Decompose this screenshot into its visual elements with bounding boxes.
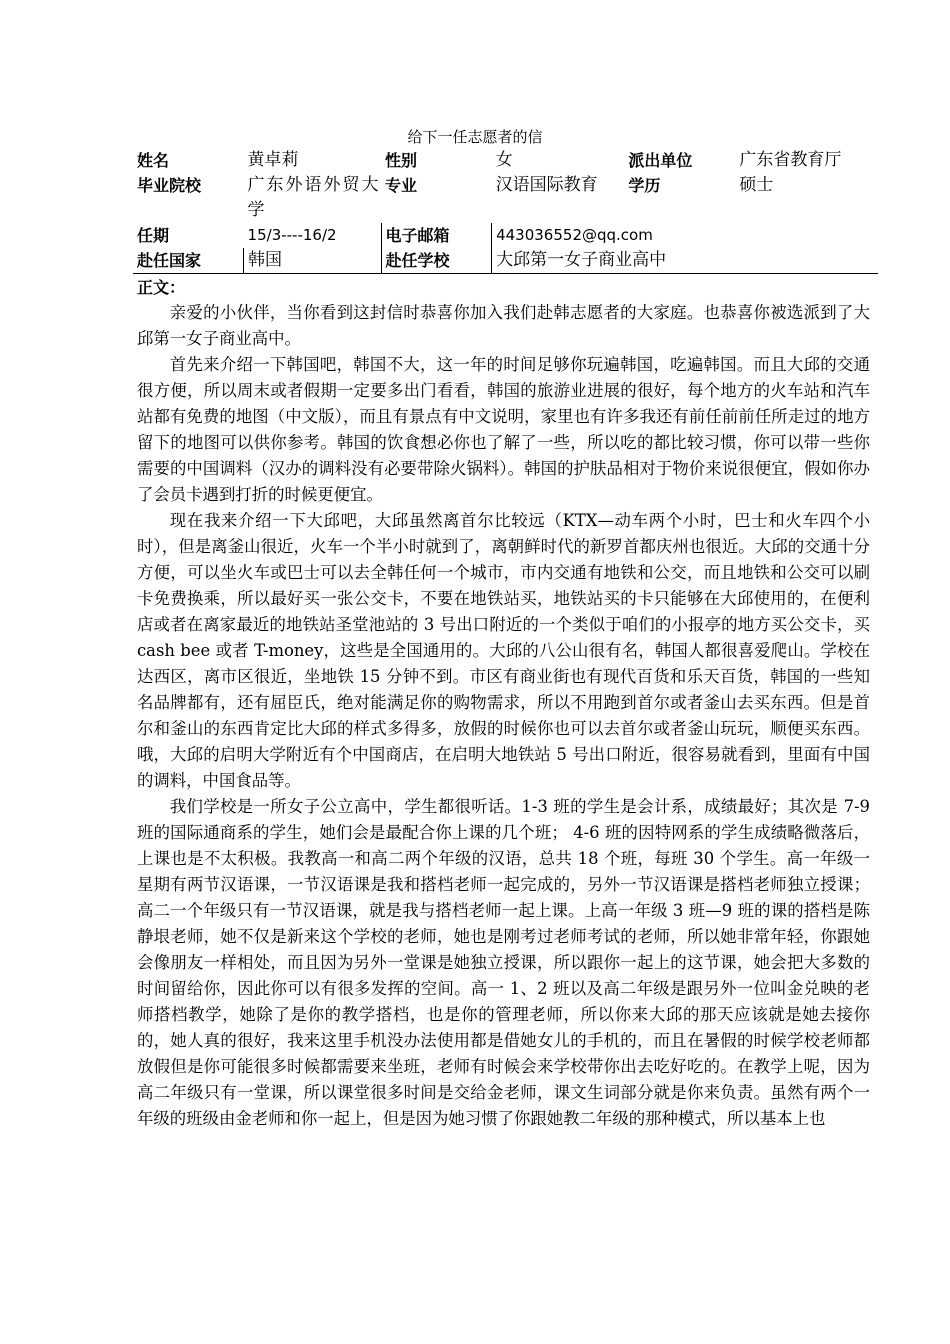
- country-label: 赴任国家: [133, 248, 244, 274]
- paragraph-2: 首先来介绍一下韩国吧，韩国不大，这一年的时间足够你玩遍韩国，吃遍韩国。而且大邱的交通很方便，所以周末或者假期一定要多出门看看，韩国的旅游业进展的很好，每个地方的火车站和汽车站都有免费的地图（中文版），而且有景点有中文说明，家里也有许多我还有前任前前任所走过的地方留下的地图可以供你参考。韩国的饮食想必你也了解了一些，所以吃的都比较习惯，你可以带一些你需要的中国调料（汉办的调料没有必要带除火锅料）。韩国的护肤品相对于物价来说很便宜，假如你办了会员卡遇到打折的时候更便宜。: [137, 355, 870, 504]
- major-label: 专业: [385, 176, 418, 195]
- document-title: 给下一任志愿者的信: [407, 128, 543, 146]
- name-label: 姓名: [137, 151, 170, 170]
- paragraph-3: 现在我来介绍一下大邱吧，大邱虽然离首尔比较远（KTX—动车两个小时，巴士和火车四个小时），但是离釜山很近，火车一个半小时就到了，离朝鲜时代的新罗首都庆州也很近。大邱的交通十分方便，可以坐火车或巴士可以去全韩任何一个城市，市内交通有地铁和公交，而且地铁和公交可以刷卡免费换乘，所以最好买一张公交卡，不要在地铁站买，地铁站买的卡只能够在大邱使用的，在便利店或者在离家最近的地铁站圣堂池站的 3 号出口附近的一个类似于咱们的小报亭的地方买公交卡，买 cash bee 或者 T-money，这些是全国通用的。大邱的八公山很有名，韩国人都很喜爱爬山。学校在达西区，离市区很近，坐地铁 15 分钟不到。市区有商业街也有现代百货和乐天百货，韩国的一些知名品牌都有，还有屈臣氏，绝对能满足你的购物需求，所以不用跑到首尔或者釜山去买东西。但是首尔和釜山的东西肯定比大邱的样式多得多，放假的时候你也可以去首尔或者釜山玩玩，顺便买东西。哦，大邱的启明大学附近有个中国商店，在启明大地铁站 5 号出口附近，很容易就看到，里面有中国的调料，中国食品等。: [137, 511, 870, 790]
- degree-value: 硕士: [739, 175, 774, 195]
- name-value: 黄卓莉: [247, 150, 299, 170]
- degree-label: 学历: [628, 176, 661, 195]
- paragraph-1: 亲爱的小伙伴，当你看到这封信时恭喜你加入我们赴韩志愿者的大家庭。也恭喜你被选派到了大邱第一女子商业高中。: [137, 303, 870, 348]
- letter-body: [137, 300, 870, 1132]
- gender-label: 性别: [385, 151, 418, 170]
- major-value: 汉语国际教育: [495, 175, 598, 195]
- school-label: 毕业院校: [137, 176, 202, 195]
- term-value: 15/3----16/2: [247, 226, 337, 244]
- paragraph-4: 我们学校是一所女子公立高中，学生都很听话。1-3 班的学生是会计系，成绩最好；其次是 7-9 班的国际通商系的学生，她们会是最配合你上课的几个班； 4-6 班的因特网系的学生成绩略微落后，上课也是不太积极。我教高一和高二两个年级的汉语，总共 18 个班，每班 30 个学生。高一年级一星期有两节汉语课，一节汉语课是我和搭档老师一起完成的，另外一节汉语课是搭档老师独立授课；高二一个年级只有一节汉语课，就是我与搭档老师一起上课。上高一年级 3 班—9 班的课的搭档是陈静垠老师，她不仅是新来这个学校的老师，她也是刚考过老师考试的老师，所以她非常年轻，你跟她会像朋友一样相处，而且因为另外一堂课是她独立授课，所以跟你一起上的这节课，她会把大多数的时间留给你，因此你可以有很多发挥的空间。高一 1、2 班以及高二年级是跟另外一位叫金兑映的老师搭档教学，她除了是你的教学搭档，也是你的管理老师，所以你来大邱的那天应该就是她去接你的，她人真的很好，我来这里手机没办法使用都是借她女儿的手机的，而且在暑假的时候学校老师都放假但是你可能很多时候都需要来坐班，老师有时候会来学校带你出去吃好吃的。在教学上呢，因为高二年级只有一堂课，所以课堂很多时间是交给金老师，课文生词部分就是你来负责。虽然有两个一年级的班级由金老师和你一起上，但是因为她习惯了你跟她教二年级的那种模式，所以基本上也: [137, 797, 870, 1128]
- body-label: 正文：: [137, 278, 186, 297]
- email-label: 电子邮箱: [381, 223, 492, 248]
- post-school-value: 大邱第一女子商业高中: [492, 248, 878, 274]
- info-row-1: [133, 148, 878, 173]
- email-value: 443036552@qq.com: [492, 223, 878, 248]
- country-value: 韩国: [244, 248, 381, 274]
- info-row-3: [133, 223, 878, 248]
- info-table: [133, 148, 878, 274]
- unit-value: 广东省教育厅: [739, 150, 842, 170]
- term-label: 任期: [137, 226, 170, 245]
- unit-label: 派出单位: [628, 151, 693, 170]
- info-row-4: [133, 248, 878, 274]
- school-value: 广东外语外贸大学: [247, 175, 381, 220]
- info-row-2: [133, 173, 878, 223]
- gender-value: 女: [495, 150, 513, 170]
- post-school-label: 赴任学校: [381, 248, 492, 274]
